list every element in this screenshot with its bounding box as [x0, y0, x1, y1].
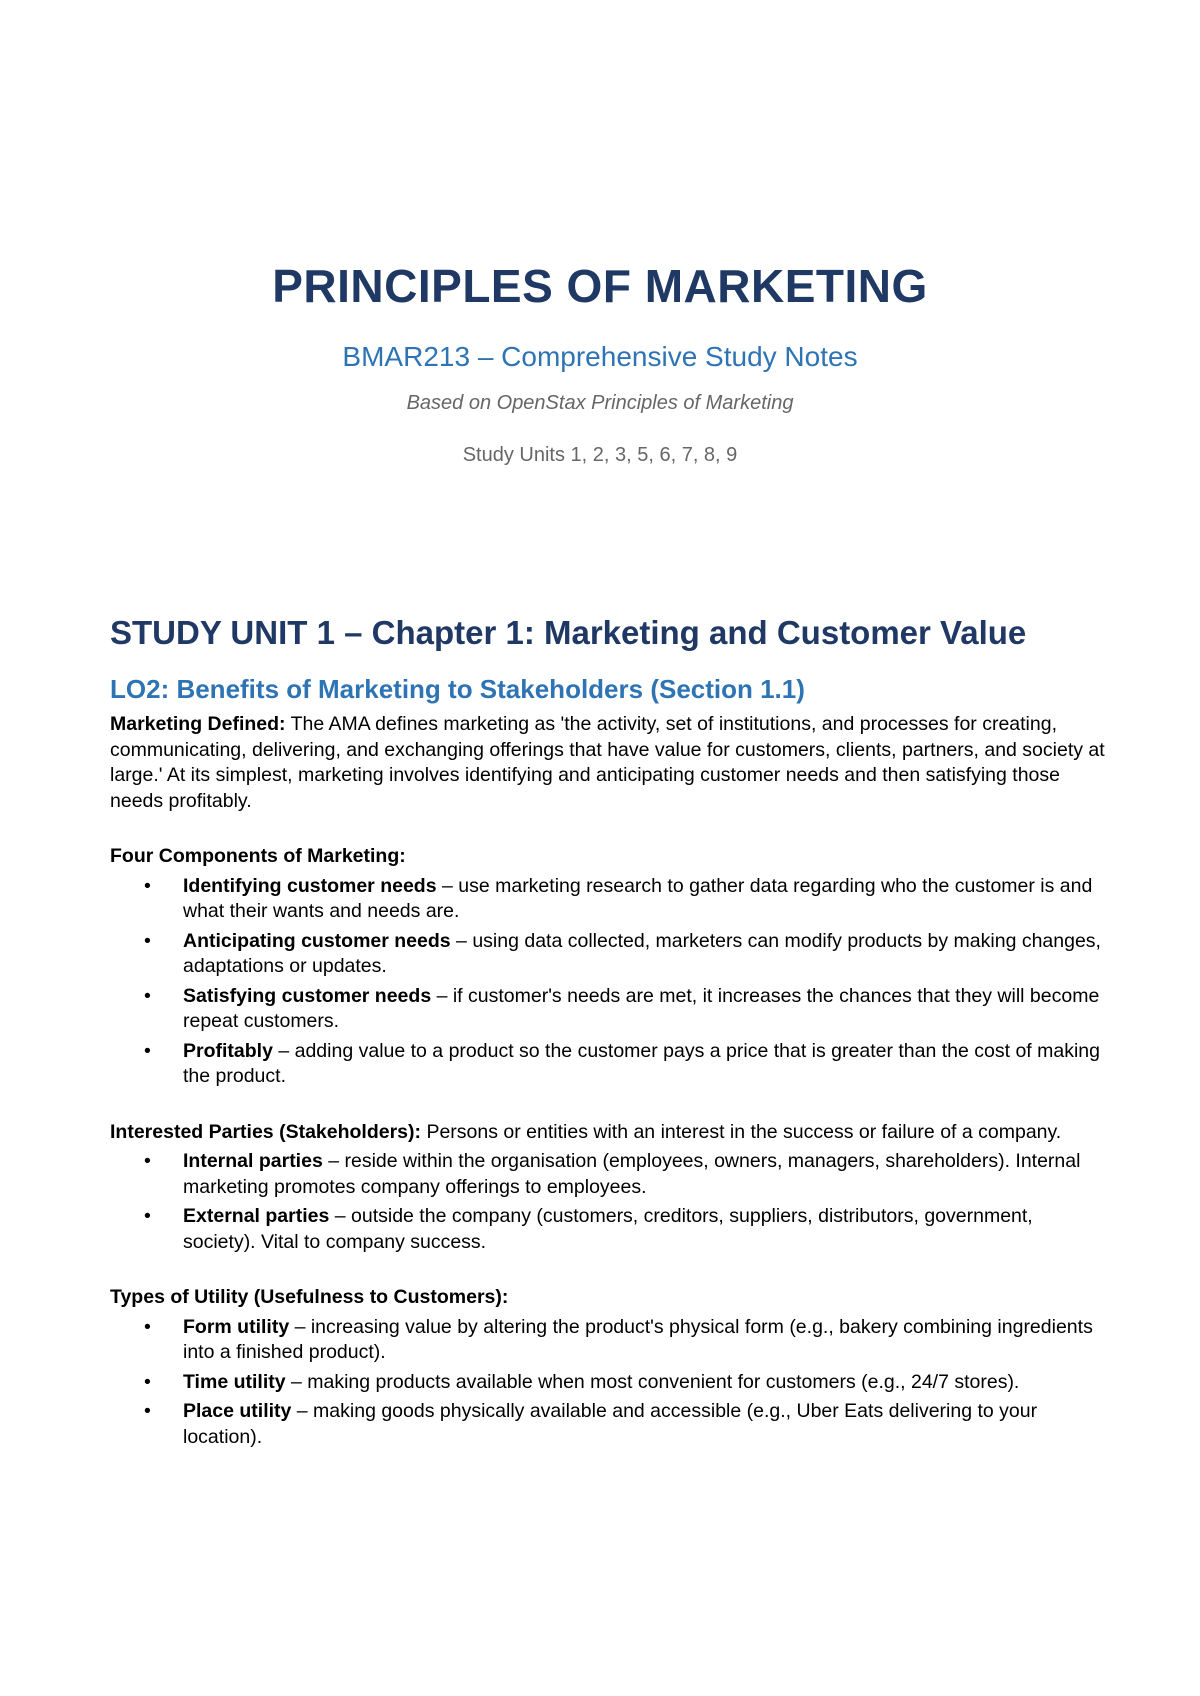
- list-item-text: – if customer's needs are met, it increases the chances that they will become repeat customers.: [183, 984, 1100, 1032]
- list-item-text: – reside within the organisation (employees, owners, managers, shareholders). Internal marketing promotes company offerings to employees.: [183, 1150, 1081, 1198]
- bullet-icon: •: [144, 1205, 151, 1227]
- list-item: [110, 1039, 1110, 1090]
- document-title: PRINCIPLES OF MARKETING: [272, 260, 928, 312]
- list-item: [110, 874, 1110, 925]
- list-item-text: – use marketing research to gather data regarding who the customer is and what their wants and needs are.: [183, 874, 1093, 922]
- list-item-term: Anticipating customer needs: [183, 929, 451, 952]
- list-item-term: Identifying customer needs: [183, 874, 437, 897]
- stakeholders-list: [110, 1149, 1110, 1255]
- list-item-term: Place utility: [183, 1400, 292, 1422]
- stakeholders-intro: [110, 1120, 1110, 1146]
- list-item: [110, 1370, 1110, 1396]
- list-item-term: Form utility: [183, 1315, 290, 1338]
- utility-label: Types of Utility (Usefulness to Customers):: [110, 1286, 509, 1308]
- list-item: [110, 1315, 1110, 1366]
- list-item-term: Time utility: [183, 1370, 286, 1393]
- components-label: Four Components of Marketing:: [110, 845, 406, 867]
- list-item: [110, 929, 1110, 980]
- components-list: [110, 874, 1110, 1090]
- list-item-term: Internal parties: [183, 1150, 323, 1172]
- list-item-term: External parties: [183, 1205, 330, 1227]
- list-item-term: Satisfying customer needs: [183, 984, 432, 1007]
- study-units-list: Study Units 1, 2, 3, 5, 6, 7, 8, 9: [462, 444, 738, 466]
- list-item-text: – making products available when most convenient for customers (e.g., 24/7 stores).: [285, 1370, 1020, 1393]
- bullet-icon: •: [144, 874, 151, 897]
- bullet-icon: •: [144, 1039, 151, 1062]
- list-item-text: – increasing value by altering the product's physical form (e.g., bakery combining ingredients into a finished product).: [183, 1315, 1093, 1363]
- list-item-term: Profitably: [183, 1039, 273, 1062]
- list-item-text: – making goods physically available and accessible (e.g., Uber Eats delivering to your location).: [183, 1400, 1038, 1448]
- utility-block: [110, 1285, 1110, 1450]
- list-item: [110, 1204, 1110, 1255]
- unit-heading: STUDY UNIT 1 – Chapter 1: Marketing and Customer Value: [110, 614, 1027, 651]
- study-unit-content: [110, 612, 1110, 1454]
- bullet-icon: •: [144, 929, 151, 952]
- learning-outcome-heading: LO2: Benefits of Marketing to Stakeholders (Section 1.1): [110, 674, 805, 704]
- definition-label: Marketing Defined:: [110, 713, 286, 735]
- stakeholders-label: Interested Parties (Stakeholders):: [110, 1120, 422, 1143]
- list-item: [110, 984, 1110, 1035]
- document-subtitle: BMAR213 – Comprehensive Study Notes: [342, 341, 858, 372]
- utility-list: [110, 1315, 1110, 1451]
- source-note: Based on OpenStax Principles of Marketing: [406, 392, 794, 414]
- list-item-text: – using data collected, marketers can modify products by making changes, adaptations or updates.: [183, 929, 1101, 977]
- list-item-text: – outside the company (customers, creditors, suppliers, distributors, government, society). Vital to company success.: [183, 1205, 1033, 1253]
- list-item-text: – adding value to a product so the customer pays a price that is greater than the cost of making the product.: [183, 1039, 1100, 1087]
- bullet-icon: •: [144, 1150, 151, 1172]
- bullet-icon: •: [144, 1370, 151, 1393]
- stakeholders-block: [110, 1120, 1110, 1256]
- bullet-icon: •: [144, 1400, 151, 1422]
- components-block: [110, 844, 1110, 1090]
- bullet-icon: •: [144, 1315, 151, 1338]
- definition-text: The AMA defines marketing as 'the activity, set of institutions, and processes for creating, communicating, delivering, and exchanging offerings that have value for customers, clients, partners, and society at large.' At its simplest, marketing involves identifying and anticipating customer needs and then satisfying those needs profitably.: [110, 713, 1105, 812]
- list-item: [110, 1399, 1110, 1450]
- bullet-icon: •: [144, 984, 151, 1007]
- marketing-definition: [110, 712, 1110, 814]
- stakeholders-text: Persons or entities with an interest in the success or failure of a company.: [421, 1120, 1062, 1143]
- list-item: [110, 1149, 1110, 1200]
